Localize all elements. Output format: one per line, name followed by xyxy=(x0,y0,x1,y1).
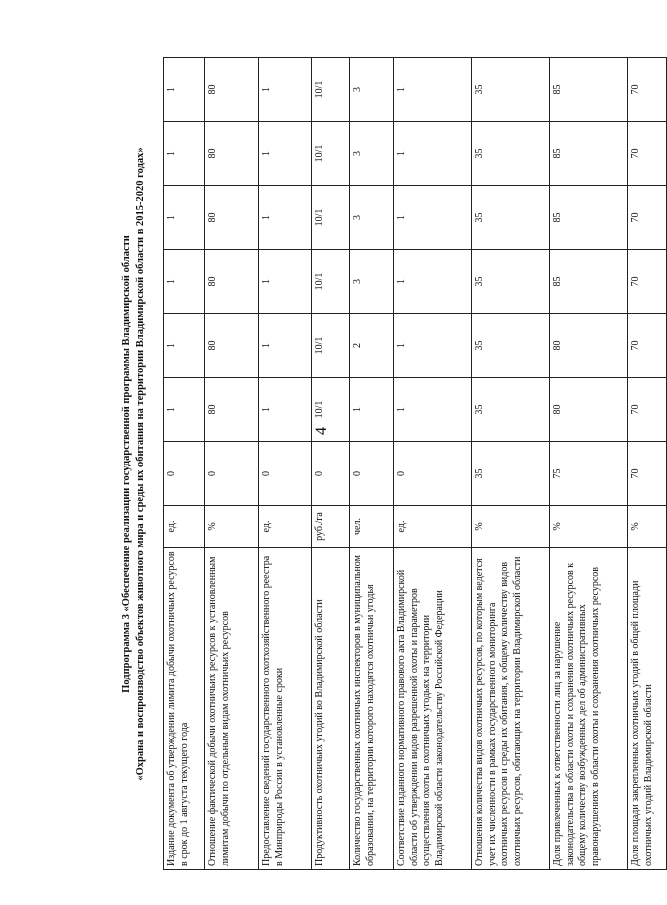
indicator-value: 1 xyxy=(164,314,205,378)
indicator-value: 35 xyxy=(472,58,550,122)
indicator-value: 1 xyxy=(394,378,472,442)
indicator-value: 0 xyxy=(350,442,394,506)
indicator-name: Предоставление сведений государственного охотхозяйственного реестра в Минприроды России в установленные сроки xyxy=(259,548,312,870)
indicator-value: 80 xyxy=(205,314,259,378)
indicator-value: 1 xyxy=(164,122,205,186)
indicator-value: 80 xyxy=(205,250,259,314)
indicator-unit: чел. xyxy=(350,506,394,548)
indicator-value: 1 xyxy=(350,378,394,442)
indicator-unit: % xyxy=(550,506,628,548)
indicator-unit: ед. xyxy=(394,506,472,548)
indicator-value: 0 xyxy=(312,442,350,506)
indicator-value: 35 xyxy=(472,186,550,250)
indicator-value: 1 xyxy=(259,250,312,314)
indicator-value: 1 xyxy=(394,250,472,314)
table-row xyxy=(628,58,667,870)
indicator-unit: % xyxy=(472,506,550,548)
indicator-name: Отношения количества видов охотничьих ресурсов, по которым ведется учет их численности в рамках государственного мониторинга охотничьих ресурсов и среды их обитания, к общему количеству видов охотничьих ресурсов, обитающих на территории Владимирской области xyxy=(472,548,550,870)
table-row xyxy=(550,58,628,870)
indicator-unit: % xyxy=(205,506,259,548)
indicator-value: 35 xyxy=(472,378,550,442)
indicator-name: Продуктивность охотничьих угодий во Владимирской области xyxy=(312,548,350,870)
table-row xyxy=(394,58,472,870)
indicator-value: 35 xyxy=(472,122,550,186)
page-number: 4 xyxy=(313,427,330,435)
indicator-value: 1 xyxy=(394,186,472,250)
indicator-unit: ед. xyxy=(164,506,205,548)
indicator-value: 1 xyxy=(259,314,312,378)
indicator-value: 80 xyxy=(205,378,259,442)
indicator-value: 1 xyxy=(164,250,205,314)
indicator-unit: ед. xyxy=(259,506,312,548)
indicator-value: 1 xyxy=(164,58,205,122)
indicator-value: 35 xyxy=(472,314,550,378)
indicator-value: 10/1 xyxy=(312,186,350,250)
indicator-value: 1 xyxy=(259,186,312,250)
indicator-name: Доля привлеченных к ответственности лиц за нарушение законодательства в области охоты и сохранения охотничьих ресурсов к общему количеству возбужденных дел об административных правонарушениях в области охоты и сохранения охотничьих ресурсов xyxy=(550,548,628,870)
table-row xyxy=(164,58,205,870)
indicator-value: 10/1 xyxy=(312,250,350,314)
indicator-value: 10/1 xyxy=(312,378,350,442)
indicator-value: 10/1 xyxy=(312,122,350,186)
header-line-2: «Охрана и воспроизводство объектов животного мира и среды их обитания на территории Владимирской области в 2015-2020 годах» xyxy=(135,147,146,781)
indicator-value: 70 xyxy=(628,58,667,122)
indicator-value: 35 xyxy=(472,250,550,314)
table-row xyxy=(350,58,394,870)
indicator-value: 0 xyxy=(164,442,205,506)
indicators-table xyxy=(163,57,667,870)
indicator-value: 80 xyxy=(550,378,628,442)
indicator-name: Количество государственных охотничьих инспекторов в муниципальном образовании, на территории которого находятся охотничьи угодья xyxy=(350,548,394,870)
indicator-value: 85 xyxy=(550,250,628,314)
indicator-value: 3 xyxy=(350,122,394,186)
indicator-value: 80 xyxy=(550,314,628,378)
indicator-value: 85 xyxy=(550,122,628,186)
table-row xyxy=(205,58,259,870)
indicator-name: Доля площади закрепленных охотничьих угодий в общей площади охотничьих угодий Владимирской области xyxy=(628,548,667,870)
indicator-value: 35 xyxy=(472,442,550,506)
indicator-value: 70 xyxy=(628,122,667,186)
indicator-value: 70 xyxy=(628,442,667,506)
indicator-unit: руб./га xyxy=(312,506,350,548)
rotated-document xyxy=(105,58,654,870)
indicator-value: 1 xyxy=(259,378,312,442)
indicator-value: 0 xyxy=(394,442,472,506)
indicator-value: 3 xyxy=(350,250,394,314)
indicator-name: Отношение фактической добычи охотничьих ресурсов к установленным лимитам добычи по отдельным видам охотничьих ресурсов xyxy=(205,548,259,870)
indicator-value: 70 xyxy=(628,250,667,314)
indicator-value: 70 xyxy=(628,314,667,378)
indicator-value: 1 xyxy=(164,186,205,250)
indicator-name: Соответствие изданного нормативного правового акта Владимирской области об утверждении видов разрешенной охоты и параметров осуществления охоты в охотничьих угодьях на территории Владимирской области законодательству Российской Федерации xyxy=(394,548,472,870)
table-row xyxy=(472,58,550,870)
indicator-value: 75 xyxy=(550,442,628,506)
indicator-value: 1 xyxy=(164,378,205,442)
indicator-value: 80 xyxy=(205,122,259,186)
indicator-value: 85 xyxy=(550,186,628,250)
indicator-value: 80 xyxy=(205,186,259,250)
indicator-value: 1 xyxy=(259,122,312,186)
indicator-name: Издание документа об утверждении лимита добычи охотничьих ресурсов в срок до 1 августа текущего года xyxy=(164,548,205,870)
indicator-value: 70 xyxy=(628,186,667,250)
indicator-value: 0 xyxy=(259,442,312,506)
indicator-value: 10/1 xyxy=(312,314,350,378)
indicator-value: 70 xyxy=(628,378,667,442)
indicator-value: 85 xyxy=(550,58,628,122)
indicator-value: 3 xyxy=(350,186,394,250)
indicator-value: 10/1 xyxy=(312,58,350,122)
indicator-value: 2 xyxy=(350,314,394,378)
indicator-value: 1 xyxy=(259,58,312,122)
table-row xyxy=(312,58,350,870)
indicator-value: 3 xyxy=(350,58,394,122)
indicator-value: 1 xyxy=(394,122,472,186)
table-row xyxy=(259,58,312,870)
header-line-1: Подпрограмма 3 «Обеспечение реализации государственной программы Владимирской области xyxy=(121,235,133,693)
indicator-value: 1 xyxy=(394,58,472,122)
indicator-unit: % xyxy=(628,506,667,548)
subprogram-header xyxy=(105,58,163,870)
indicator-value: 80 xyxy=(205,58,259,122)
indicator-value: 1 xyxy=(394,314,472,378)
indicator-value: 0 xyxy=(205,442,259,506)
